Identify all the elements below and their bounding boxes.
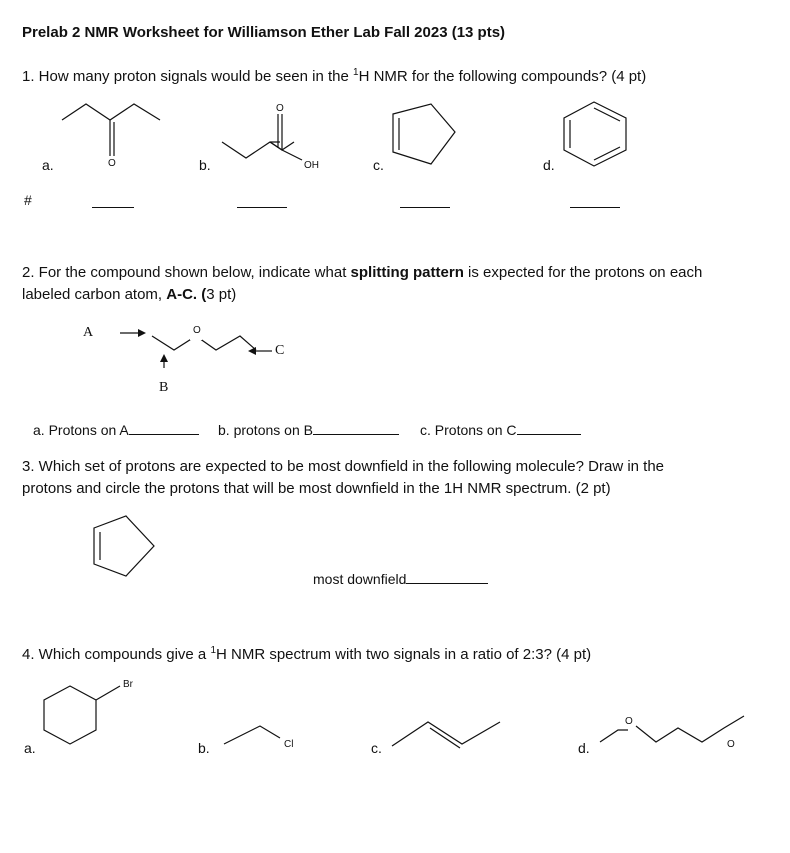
q2-answer-b-label: b. protons on B	[218, 422, 313, 438]
q1-a-oxygen: O	[108, 158, 116, 169]
q2-structure	[80, 320, 300, 400]
question-1-text	[22, 62, 646, 88]
q2-text-1c: is expected for the protons on each	[463, 264, 703, 281]
question-4-text	[22, 640, 591, 666]
question-1-prefix: 1. How many proton signals would be seen in the	[22, 68, 354, 85]
q1-hash-label: #	[24, 192, 32, 208]
q3-answer	[313, 569, 488, 587]
q1-label-b: b.	[199, 157, 211, 173]
q4-b-chlorine: Cl	[284, 739, 294, 750]
q2-oxygen: O	[193, 325, 201, 336]
q1-label-a: a.	[42, 157, 54, 173]
q2-answer-c-blank[interactable]	[517, 420, 581, 435]
q2-text-2c: 3 pt)	[206, 286, 237, 303]
q1-structure-c	[385, 102, 465, 172]
q2-label-B: B	[159, 380, 169, 395]
question-2-text	[22, 262, 782, 306]
q4-structure-a	[40, 674, 150, 754]
question-4-prefix: 4. Which compounds give a	[22, 646, 211, 663]
q3-line-1: 3. Which set of protons are expected to be most downfield in the following molecule? Draw in the	[22, 458, 665, 475]
question-4-sup: 1	[210, 645, 216, 656]
q1-structure-b	[220, 100, 330, 180]
q2-text-2a: labeled carbon atom,	[22, 286, 167, 303]
question-3-text	[22, 456, 782, 500]
question-1-suffix: H NMR for the following compounds? (4 pt)	[358, 68, 647, 85]
q2-text-1a: 2. For the compound shown below, indicate what	[22, 264, 351, 281]
q4-d-oxygen-2: O	[727, 739, 735, 750]
q1-structure-d	[560, 100, 640, 170]
q1-answer-d-blank[interactable]	[570, 207, 620, 208]
q2-answer-a	[33, 420, 199, 438]
q1-answer-b-blank[interactable]	[237, 207, 287, 208]
q2-label-A: A	[83, 325, 94, 340]
q4-d-oxygen-1: O	[625, 716, 633, 727]
q2-label-C: C	[275, 343, 285, 358]
question-1-sup: 1	[353, 67, 359, 78]
q2-answer-c	[420, 420, 581, 438]
q1-answer-a-blank[interactable]	[92, 207, 134, 208]
q2-text-1b: splitting pattern	[350, 264, 464, 281]
q2-answer-b	[218, 420, 399, 438]
q4-structure-c	[388, 716, 508, 756]
q4-a-bromine: Br	[123, 679, 133, 690]
q2-text-2b: A-C. (	[166, 286, 207, 303]
q2-answer-b-blank[interactable]	[313, 420, 399, 435]
question-4-suffix: H NMR spectrum with two signals in a ratio of 2:3? (4 pt)	[216, 646, 592, 663]
q1-b-oxygen: O	[276, 103, 284, 114]
page-title: Prelab 2 NMR Worksheet for Williamson Ether Lab Fall 2023 (13 pts)	[22, 24, 506, 41]
q2-answer-a-blank[interactable]	[129, 420, 199, 435]
q3-structure	[88, 514, 168, 584]
q4-label-c: c.	[371, 740, 382, 756]
q4-label-a: a.	[24, 740, 36, 756]
q4-structure-d	[598, 712, 768, 762]
q3-answer-label: most downfield	[313, 571, 407, 587]
q1-answer-c-blank[interactable]	[400, 207, 450, 208]
q4-label-b: b.	[198, 740, 210, 756]
q1-b-hydroxyl: OH	[304, 160, 319, 171]
q4-label-d: d.	[578, 740, 590, 756]
q3-line-2: protons and circle the protons that will be most downfield in the 1H NMR spectrum. (2 pt)	[22, 480, 611, 497]
q2-answer-c-label: c. Protons on C	[420, 422, 517, 438]
q1-structure-a	[60, 98, 170, 178]
q1-label-d: d.	[543, 157, 555, 173]
q1-label-c: c.	[373, 157, 384, 173]
q3-answer-blank[interactable]	[406, 569, 488, 584]
q2-answer-a-label: a. Protons on A	[33, 422, 129, 438]
q4-structure-b	[220, 720, 310, 760]
